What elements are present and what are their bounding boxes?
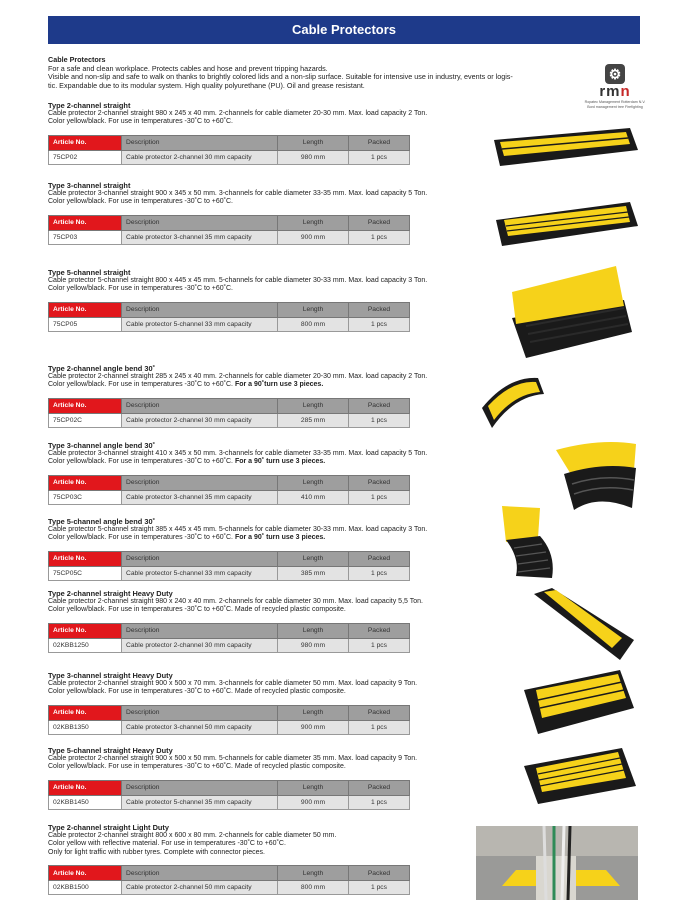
cell-packed: 1 pcs <box>349 150 410 164</box>
section-title: Type 2-channel straight Heavy Duty <box>48 589 173 598</box>
col-description: Description <box>122 551 278 566</box>
col-article: Article No. <box>49 215 122 230</box>
product-section <box>48 823 488 895</box>
section-desc: Cable protector 2-channel straight 980 x 245 x 40 mm. 2-channels for cable diameter 20-30 mm. Max. load capacity 2 Ton. <box>48 110 428 117</box>
section-desc: Cable protector 5-channel straight 800 x 445 x 45 mm. 5-channels for cable diameter 30-33 mm. Max. load capacity 3 Ton. <box>48 277 428 284</box>
section-desc: Cable protector 3-channel straight 410 x 345 x 50 mm. 3-channels for cable diameter 33-35 mm. Max. load capacity 5 Ton. <box>48 450 428 457</box>
cell-packed: 1 pcs <box>349 795 410 809</box>
product-section <box>48 746 488 810</box>
product-image-5ch-straight <box>506 262 636 360</box>
col-article: Article No. <box>49 551 122 566</box>
table-header-row <box>49 135 410 150</box>
section-title: Type 2-channel straight <box>48 101 131 110</box>
col-length: Length <box>278 135 349 150</box>
product-section <box>48 517 488 581</box>
product-image-5ch-heavy <box>520 746 640 806</box>
section-desc: Cable protector 2-channel straight 285 x 245 x 40 mm. 2-channels for cable diameter 20-30 mm. Max. load capacity 2 Ton. <box>48 373 428 380</box>
col-description: Description <box>122 866 278 881</box>
col-article: Article No. <box>49 475 122 490</box>
cell-packed: 1 pcs <box>349 566 410 580</box>
col-length: Length <box>278 215 349 230</box>
section-desc: Color yellow/black. For use in temperatures -30˚C to +60˚C. For a 90˚ turn use 3 pieces. <box>48 534 326 542</box>
table-header-row <box>49 398 410 413</box>
product-image-2ch-straight <box>490 122 640 172</box>
col-article: Article No. <box>49 302 122 317</box>
intro-line: tic. Expandable due to its modular system. High quality polyurethane (PU). Oil and grease resistant. <box>48 80 365 90</box>
page-title: Cable Protectors <box>48 16 640 44</box>
cell-length: 900 mm <box>278 795 349 809</box>
cell-length: 285 mm <box>278 413 349 427</box>
cell-article: 02KBB1450 <box>49 795 122 809</box>
section-desc: Color yellow/black. For use in temperatures -30˚C to +60˚C. For a 90˚turn use 3 pieces. <box>48 381 324 389</box>
col-description: Description <box>122 623 278 638</box>
col-article: Article No. <box>49 135 122 150</box>
col-description: Description <box>122 215 278 230</box>
section-title: Type 3-channel straight <box>48 181 131 190</box>
section-desc: Only for light traffic with rubber tyres. Complete with connector pieces. <box>48 848 265 856</box>
cell-length: 900 mm <box>278 230 349 244</box>
cell-article: 02KBB1250 <box>49 638 122 652</box>
col-article: Article No. <box>49 780 122 795</box>
cell-article: 75CP05C <box>49 566 122 580</box>
section-desc: Color yellow/black. For use in temperatures -30˚C to +60˚C. Made of recycled plastic composite. <box>48 606 346 614</box>
col-article: Article No. <box>49 866 122 881</box>
col-length: Length <box>278 551 349 566</box>
product-section <box>48 441 488 505</box>
logo-wordmark: rmn <box>599 83 631 100</box>
table-row <box>49 638 410 652</box>
section-desc: Color yellow/black. For use in temperatures -30˚C to +60˚C. Made of recycled plastic composite. <box>48 763 346 771</box>
cell-description: Cable protector 2-channel 30 mm capacity <box>122 150 278 164</box>
col-description: Description <box>122 705 278 720</box>
table-header-row <box>49 302 410 317</box>
table-header-row <box>49 866 410 881</box>
table-header-row <box>49 215 410 230</box>
col-description: Description <box>122 302 278 317</box>
section-desc: Color yellow/black. For use in temperatures -30˚C to +60˚C. <box>48 285 233 293</box>
product-image-5ch-angle <box>496 502 568 580</box>
section-title: Type 2-channel angle bend 30˚ <box>48 364 156 373</box>
spec-table <box>48 135 410 165</box>
product-section <box>48 268 488 332</box>
cell-packed: 1 pcs <box>349 720 410 734</box>
section-desc: Cable protector 2-channel straight 900 x 500 x 50 mm. 5-channels for cable diameter 35 mm. Max. load capacity 9 Ton. <box>48 755 418 762</box>
cell-description: Cable protector 2-channel 30 mm capacity <box>122 638 278 652</box>
product-image-2ch-angle <box>478 370 548 432</box>
spec-table <box>48 623 410 653</box>
logo-subtitle: Bord management tree Firefighting <box>587 104 643 109</box>
cell-description: Cable protector 3-channel 35 mm capacity <box>122 490 278 504</box>
cell-packed: 1 pcs <box>349 638 410 652</box>
product-image-2ch-heavy <box>530 586 638 662</box>
section-title: Type 5-channel angle bend 30˚ <box>48 517 156 526</box>
col-packed: Packed <box>349 780 410 795</box>
table-row <box>49 150 410 164</box>
product-image-3ch-heavy <box>520 668 638 736</box>
cell-length: 980 mm <box>278 638 349 652</box>
cell-length: 800 mm <box>278 317 349 331</box>
col-packed: Packed <box>349 551 410 566</box>
table-row <box>49 881 410 895</box>
product-section <box>48 181 488 245</box>
section-desc: Color yellow/black. For use in temperatures -30˚C to +60˚C. <box>48 198 233 206</box>
section-desc: Color yellow/black. For use in temperatures -30˚C to +60˚C. Made of recycled plastic composite. <box>48 688 346 696</box>
col-packed: Packed <box>349 866 410 881</box>
spec-table <box>48 705 410 735</box>
cell-packed: 1 pcs <box>349 881 410 895</box>
spec-table <box>48 551 410 581</box>
table-header-row <box>49 551 410 566</box>
col-packed: Packed <box>349 705 410 720</box>
table-header-row <box>49 705 410 720</box>
section-desc: Color yellow/black. For use in temperatures -30˚C to +60˚C. For a 90˚ turn use 3 pieces. <box>48 458 326 466</box>
col-packed: Packed <box>349 623 410 638</box>
product-section <box>48 589 488 653</box>
table-row <box>49 720 410 734</box>
product-image-2ch-light <box>476 826 638 900</box>
product-image-3ch-straight <box>492 198 640 250</box>
col-article: Article No. <box>49 623 122 638</box>
cell-article: 75CP02C <box>49 413 122 427</box>
cell-description: Cable protector 3-channel 35 mm capacity <box>122 230 278 244</box>
section-title: Type 3-channel straight Heavy Duty <box>48 671 173 680</box>
table-header-row <box>49 475 410 490</box>
col-packed: Packed <box>349 135 410 150</box>
col-description: Description <box>122 135 278 150</box>
product-section <box>48 101 488 165</box>
spec-table <box>48 302 410 332</box>
cell-packed: 1 pcs <box>349 230 410 244</box>
col-description: Description <box>122 398 278 413</box>
col-packed: Packed <box>349 398 410 413</box>
cell-packed: 1 pcs <box>349 317 410 331</box>
spec-table <box>48 865 410 895</box>
cell-length: 800 mm <box>278 881 349 895</box>
col-length: Length <box>278 475 349 490</box>
section-desc: Cable protector 2-channel straight 900 x 500 x 70 mm. 3-channels for cable diameter 50 mm. Max. load capacity 9 Ton. <box>48 680 418 687</box>
col-packed: Packed <box>349 475 410 490</box>
cell-description: Cable protector 2-channel 50 mm capacity <box>122 881 278 895</box>
cell-article: 02KBB1350 <box>49 720 122 734</box>
col-description: Description <box>122 780 278 795</box>
col-description: Description <box>122 475 278 490</box>
cell-article: 75CP05 <box>49 317 122 331</box>
table-row <box>49 795 410 809</box>
cell-packed: 1 pcs <box>349 413 410 427</box>
cell-article: 75CP03C <box>49 490 122 504</box>
spec-table <box>48 475 410 505</box>
section-desc: Color yellow with reflective material. For use in temperatures -30˚C to +60˚C. <box>48 840 286 848</box>
intro-title: Cable Protectors <box>48 55 106 64</box>
section-desc: Cable protector 5-channel straight 385 x 445 x 45 mm. 5-channels for cable diameter 30-33 mm. Max. load capacity 3 Ton. <box>48 526 428 533</box>
col-length: Length <box>278 705 349 720</box>
table-row <box>49 490 410 504</box>
cell-packed: 1 pcs <box>349 490 410 504</box>
intro-line: For a safe and clean workplace. Protects cables and hose and prevent tripping hazards. <box>48 63 328 73</box>
cell-length: 980 mm <box>278 150 349 164</box>
section-desc: Color yellow/black. For use in temperatures -30˚C to +60˚C. <box>48 118 233 126</box>
section-desc: Cable protector 2-channel straight 980 x 240 x 40 mm. 2-channels for cable diameter 30 mm. Max. load capacity 5,5 Ton. <box>48 598 423 605</box>
spec-table <box>48 780 410 810</box>
intro-line: Visible and non-slip and safe to walk on thanks to brightly colored lids and a non-slip surface. Suitable for intensive use in industry, events or logis- <box>48 72 513 82</box>
cell-description: Cable protector 3-channel 50 mm capacity <box>122 720 278 734</box>
col-article: Article No. <box>49 398 122 413</box>
table-header-row <box>49 780 410 795</box>
spec-table <box>48 215 410 245</box>
wrench-icon: ⚙ <box>605 64 625 84</box>
spec-table <box>48 398 410 428</box>
section-title: Type 5-channel straight <box>48 268 131 277</box>
cell-article: 02KBB1500 <box>49 881 122 895</box>
col-length: Length <box>278 780 349 795</box>
cell-length: 900 mm <box>278 720 349 734</box>
col-packed: Packed <box>349 302 410 317</box>
section-note: For a 90˚ turn use 3 pieces. <box>234 458 326 466</box>
cell-description: Cable protector 5-channel 33 mm capacity <box>122 317 278 331</box>
col-length: Length <box>278 623 349 638</box>
intro-block <box>48 56 568 90</box>
table-row <box>49 413 410 427</box>
cell-length: 385 mm <box>278 566 349 580</box>
product-section <box>48 671 488 735</box>
section-title: Type 3-channel angle bend 30˚ <box>48 441 156 450</box>
cell-length: 410 mm <box>278 490 349 504</box>
table-header-row <box>49 623 410 638</box>
section-title: Type 5-channel straight Heavy Duty <box>48 746 173 755</box>
col-packed: Packed <box>349 215 410 230</box>
cell-description: Cable protector 2-channel 30 mm capacity <box>122 413 278 427</box>
company-logo <box>584 64 646 109</box>
col-length: Length <box>278 302 349 317</box>
section-desc: Cable protector 3-channel straight 900 x 345 x 50 mm. 3-channels for cable diameter 33-35 mm. Max. load capacity 5 Ton. <box>48 190 428 197</box>
col-length: Length <box>278 866 349 881</box>
section-note: For a 90˚ turn use 3 pieces. <box>234 534 326 542</box>
cell-article: 75CP03 <box>49 230 122 244</box>
section-title: Type 2-channel straight Light Duty <box>48 823 169 832</box>
table-row <box>49 317 410 331</box>
cell-description: Cable protector 5-channel 35 mm capacity <box>122 795 278 809</box>
logo-subtitle: Ropatec Management Rotterdam N.V. <box>584 100 646 104</box>
cell-description: Cable protector 5-channel 33 mm capacity <box>122 566 278 580</box>
table-row <box>49 566 410 580</box>
product-section <box>48 364 488 428</box>
cell-article: 75CP02 <box>49 150 122 164</box>
col-article: Article No. <box>49 705 122 720</box>
section-desc: Cable protector 2-channel straight 800 x 600 x 80 mm. 2-channels for cable diameter 50 mm. <box>48 832 337 839</box>
table-row <box>49 230 410 244</box>
section-note: For a 90˚turn use 3 pieces. <box>234 381 324 389</box>
col-length: Length <box>278 398 349 413</box>
